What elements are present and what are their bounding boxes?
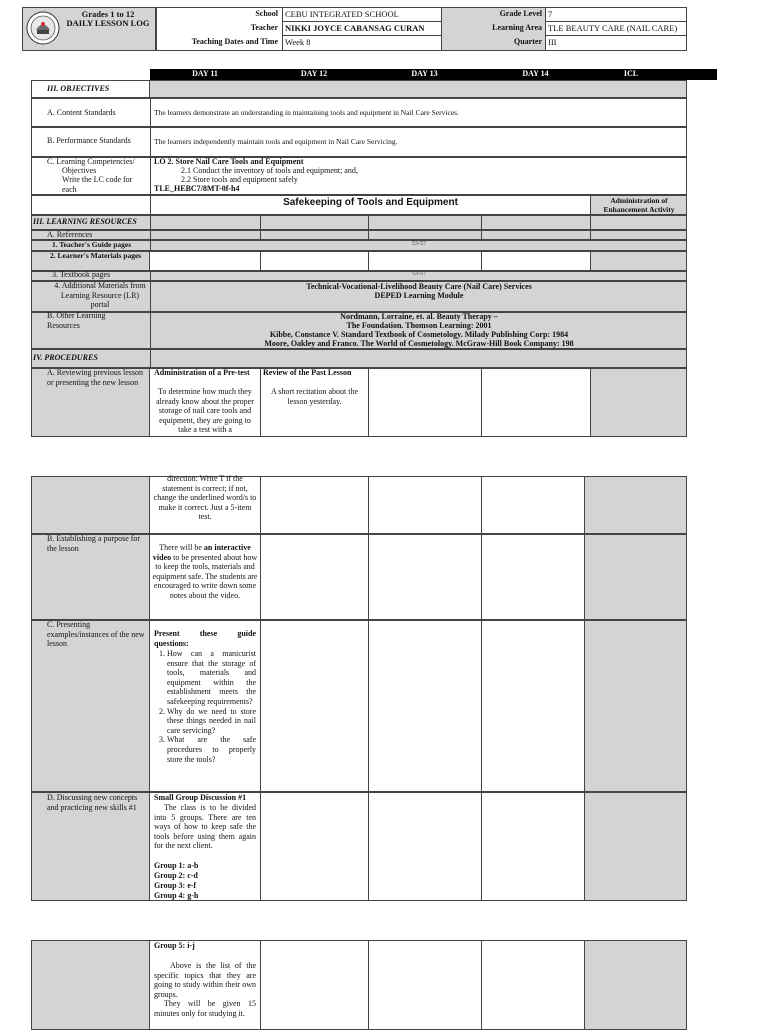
competencies-label-1: C. Learning Competencies/ (47, 157, 135, 166)
textbook-pages: 53-57 (412, 271, 426, 277)
references-div-5 (590, 230, 591, 240)
procedure-d-div-2 (260, 792, 261, 901)
procedure-a-cont-icl-cell (584, 476, 687, 534)
objectives-heading: III. OBJECTIVES (47, 84, 110, 93)
resources-heading: III. LEARNING RESOURCES (33, 217, 137, 226)
performance-standards-text: The learners independently maintain tools and equipment in Nail Care Servicing. (154, 137, 398, 146)
other-line-4: Moore, Oakley and Franco. The World of Cosmetology. McGraw-Hill Book Company: 198 (264, 339, 574, 348)
resources-heading-div-2 (260, 215, 261, 230)
references-div-4 (481, 230, 482, 240)
school-label: School (255, 9, 278, 18)
additional-line-2: DEPED Learning Module (374, 291, 464, 300)
procedure-d-group-5: Group 5: i-j (154, 941, 195, 950)
procedure-a-label: A. Reviewing previous lesson or presenting the new lesson (47, 368, 143, 387)
procedure-a-div-2 (260, 368, 261, 437)
teacher-label: Teacher (250, 23, 278, 32)
icl-activity-text: Administration of Enhancement Activity (603, 196, 675, 214)
procedure-a-cont-div-4 (481, 476, 482, 534)
procedure-d-cont-div-4 (481, 940, 482, 1030)
procedure-c-questions (154, 649, 256, 764)
procedure-b-div-2 (260, 534, 261, 620)
procedure-a-cont-text: direction: Write T if the statement is correct; if not, change the underlined word/s to make it correct. Just a 5-item test. (153, 474, 257, 522)
competencies-line-2: 2.1 Conduct the inventory of tools and equipment; and, (181, 166, 358, 175)
procedure-a-div-4 (481, 368, 482, 437)
procedure-d-cont-text-2: They will be given 15 minutes only for studying it. (154, 999, 256, 1018)
day-12-header: DAY 12 (300, 69, 328, 78)
procedure-d-group-2: Group 2: c-d (154, 871, 198, 880)
resources-heading-div-5 (590, 215, 591, 230)
procedure-d-div-4 (481, 792, 482, 901)
procedure-a-day11-text: To determine how much they already know about the proper storage of nail care tools and equipment, they are going to take a test with a (156, 387, 254, 435)
procedure-c-question-1: 1. How can a manicurist ensure that the storage of tools, materials and equipment within the establishment meets the safekeeping requirements? (167, 649, 256, 707)
quarter-label: Quarter (514, 37, 542, 46)
competencies-label-3: Write the LC code for each (62, 175, 133, 194)
procedure-a-day12-text: A short recitation about the lesson yesterday. (270, 387, 359, 406)
lm-icl-cell (590, 251, 687, 271)
dates-text: Week 8 (285, 37, 311, 47)
performance-standards-label: B. Performance Standards (47, 136, 131, 145)
procedure-c-div-3 (368, 620, 369, 792)
references-div-3 (368, 230, 369, 240)
procedure-a-cont-div-2 (260, 476, 261, 534)
competencies-label-2: Objectives (62, 166, 97, 175)
procedure-a-day11-title: Administration of a Pre-test (154, 368, 250, 377)
performance-standards-divider (150, 127, 151, 157)
school-text: CEBU INTEGRATED SCHOOL (285, 9, 399, 19)
procedure-b-icl-cell (584, 534, 687, 620)
procedure-a-day12-title: Review of the Past Lesson (263, 368, 352, 377)
additional-label: 4. Additional Materials from Learning Resource (LR) portal (54, 281, 146, 310)
procedure-b-text (152, 543, 258, 601)
other-line-3: Kibbe, Constance V. Standard Textbook of Cosmetology. Milady Publishing Corp: 1984 (269, 330, 569, 339)
competencies-line-3: 2.2 Store tools and equipment safely (181, 175, 298, 184)
other-line-1: Nordmann, Lorraine, et. al. Beauty Therapy – (340, 312, 498, 321)
lm-div-2 (260, 251, 261, 271)
procedure-d-cont-icl-cell (584, 940, 687, 1030)
procedure-c-question-2: 2. Why do we need to store these things needed in nail care servicing? (167, 707, 256, 736)
day-11-header: DAY 11 (192, 69, 218, 78)
content-topic-title: Safekeeping of Tools and Equipment (283, 197, 458, 208)
textbook-label: 3. Textbook pages (52, 270, 111, 279)
procedure-d-group-3: Group 3: e-f (154, 881, 197, 890)
procedure-d-icl-cell (584, 792, 687, 901)
content-standards-label: A. Content Standards (47, 108, 116, 117)
header-title-2: DAILY LESSON LOG (66, 18, 150, 28)
content-standards-divider (150, 98, 151, 127)
procedure-c-div-2 (260, 620, 261, 792)
procedure-c-question-3: 3. What are the safe procedures to properly store the tools? (167, 735, 256, 764)
references-div-1 (150, 230, 151, 240)
procedure-c-icl-cell (584, 620, 687, 792)
procedure-d-title: Small Group Discussion #1 (154, 793, 247, 802)
procedure-b-label: B. Establishing a purpose for the lesson (47, 534, 141, 553)
procedure-b-post: to be presented about how to keep the tools, materials and equipment safe. The students are encouraged to write down some notes about the video. (152, 552, 258, 600)
procedure-c-title: Present these guide questions: (154, 629, 256, 648)
competencies-code: TLE_HEBC7/8MT-0f-h4 (154, 184, 240, 193)
procedure-d-cont-label-cell (31, 940, 150, 1030)
procedure-b-div-3 (368, 534, 369, 620)
procedure-d-cont-div-3 (368, 940, 369, 1030)
deped-seal-icon (26, 11, 60, 45)
references-label: A. References (47, 230, 93, 239)
other-line-2: The Foundation. Thomson Learning: 2001 (346, 321, 492, 330)
procedure-a-div-3 (368, 368, 369, 437)
procedure-d-text: The class is to be divided into 5 groups. There are ten ways of how to keep safe the tools before using them again for the next client. (154, 803, 256, 851)
grade-label: Grade Level (499, 9, 542, 18)
resources-heading-div-3 (368, 215, 369, 230)
quarter-text: III (548, 37, 557, 47)
dates-label: Teaching Dates and Time (191, 37, 278, 46)
procedure-a-icl-cell (590, 368, 687, 437)
procedure-d-group-4: Group 4: g-h (154, 891, 199, 900)
procedure-d-div-3 (368, 792, 369, 901)
tg-pages: 53-57 (412, 241, 426, 247)
procedure-d-cont-div-2 (260, 940, 261, 1030)
lm-div-3 (368, 251, 369, 271)
procedures-heading: IV. PROCEDURES (33, 353, 98, 362)
procedure-c-label: C. Presenting examples/instances of the new lesson (47, 620, 145, 649)
teacher-text: NIKKI JOYCE CABANSAG CURAN (285, 23, 425, 33)
procedure-c-div-4 (481, 620, 482, 792)
header-title-1: Grades 1 to 12 (81, 9, 135, 19)
resources-heading-div-1 (150, 215, 151, 230)
area-text: TLE BEAUTY CARE (NAIL CARE) (548, 23, 678, 33)
area-label: Learning Area (492, 23, 542, 32)
resources-heading-div-4 (481, 215, 482, 230)
content-standards-text: The learners demonstrate an understanding in maintaining tools and equipment in Nail Care Services. (154, 108, 459, 117)
icl-header: ICL (623, 69, 639, 78)
lm-label: 2. Learner's Materials pages (50, 251, 142, 260)
procedure-a-cont-div-3 (368, 476, 369, 534)
procedure-d-group-1: Group 1: a-b (154, 861, 199, 870)
procedure-d-cont-text-1: Above is the list of the specific topics that they are going to study within their own groups. (154, 961, 256, 999)
procedure-b-div-4 (481, 534, 482, 620)
day-14-header: DAY 14 (522, 69, 549, 78)
references-div-2 (260, 230, 261, 240)
lm-div-4 (481, 251, 482, 271)
other-resources-label: B. Other Learning Resources (47, 311, 106, 330)
procedure-b-pre: There will be (159, 543, 204, 552)
competencies-divider (150, 157, 151, 195)
competencies-line-1: LO 2. Store Nail Care Tools and Equipment (154, 157, 304, 166)
procedures-heading-div-1 (150, 349, 151, 368)
day-13-header: DAY 13 (411, 69, 438, 78)
procedure-d-label: D. Discussing new concepts and practicing new skills #1 (47, 793, 138, 812)
grade-text: 7 (548, 9, 553, 19)
procedure-a-cont-label-cell (31, 476, 150, 534)
procedure-b-bold: an interactive video (152, 543, 251, 562)
additional-line-1: Technical-Vocational-Livelihood Beauty Care (Nail Care) Services (306, 282, 532, 291)
tg-label: 1. Teacher's Guide pages (52, 240, 132, 249)
